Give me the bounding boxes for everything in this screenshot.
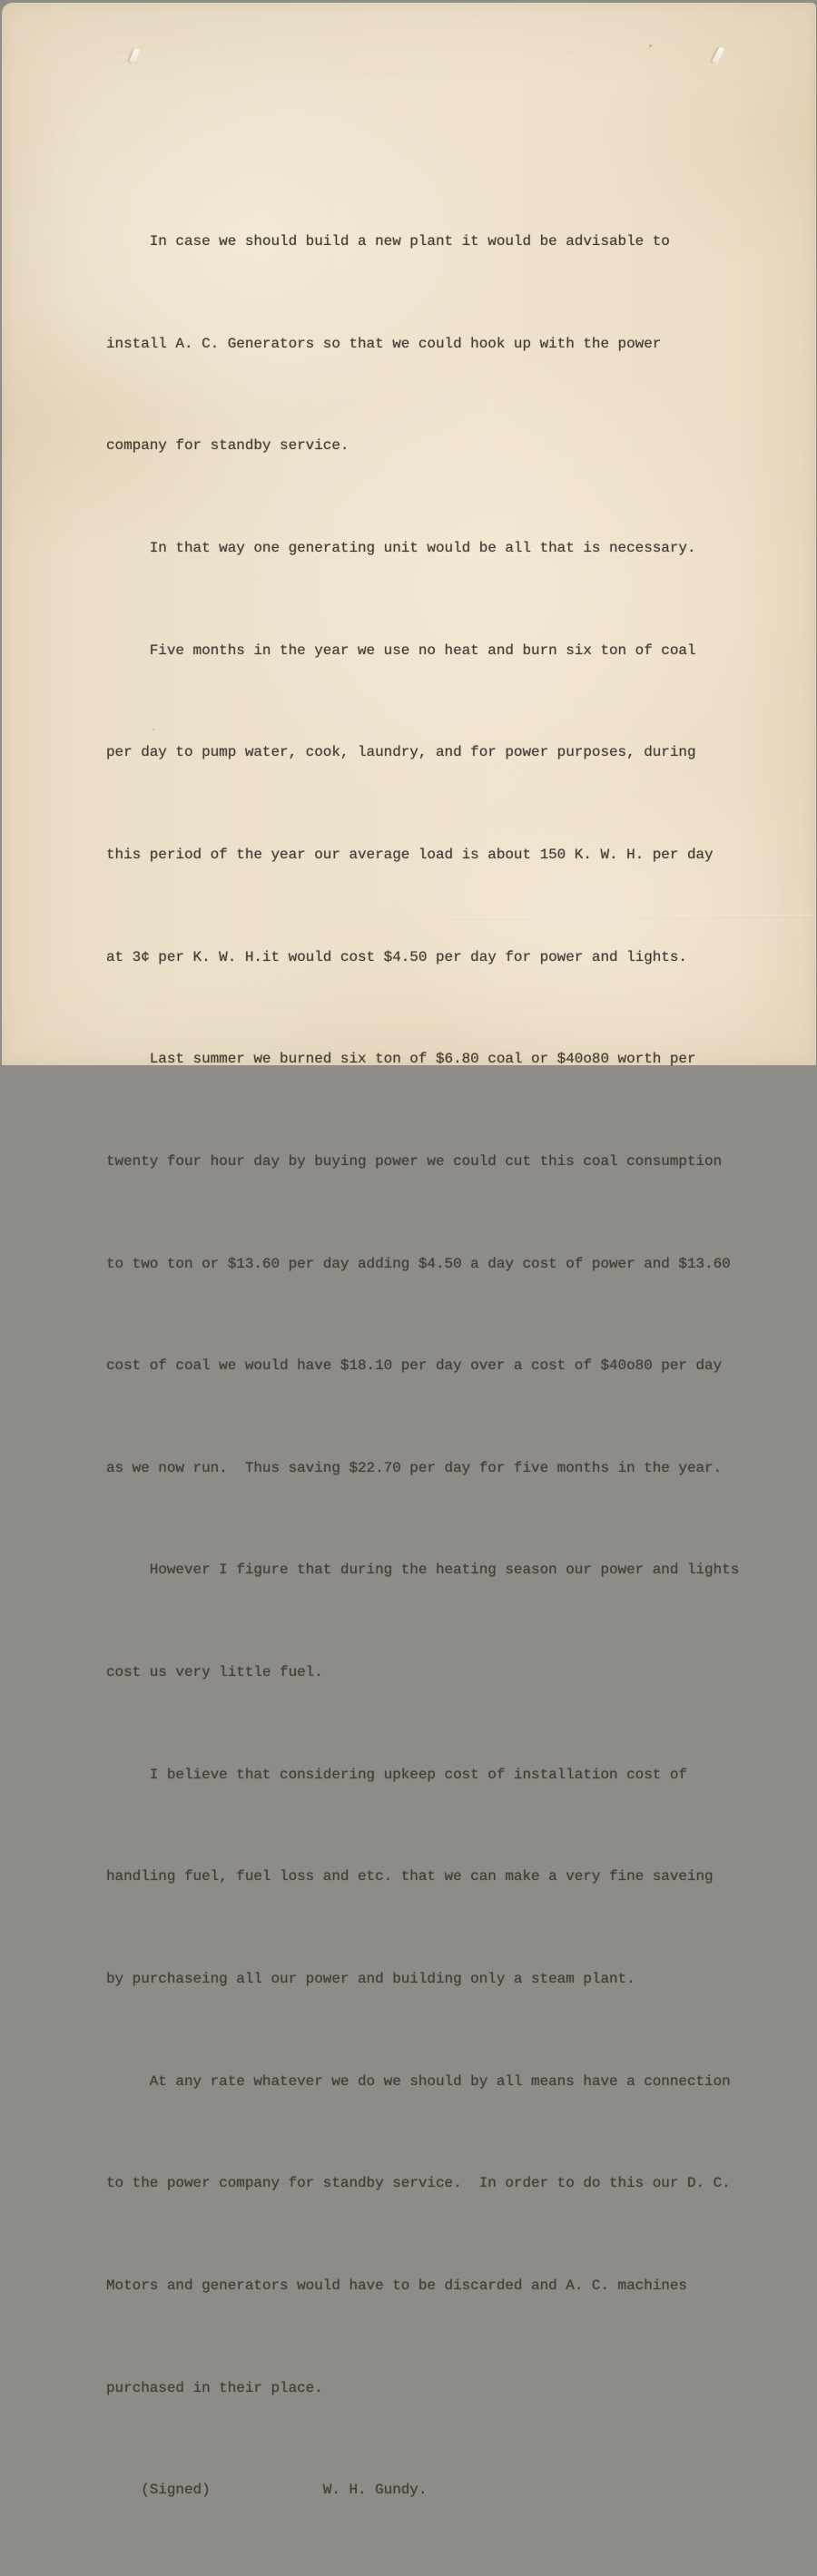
text-line: to two ton or $13.60 per day adding $4.50 a day cost of power and $13.60 bbox=[106, 1255, 731, 1272]
text-line: purchased in their place. bbox=[106, 2379, 323, 2396]
text-line: However I figure that during the heating season our power and lights bbox=[106, 1562, 740, 1579]
staple-mark-right bbox=[712, 47, 723, 64]
text-line: Motors and generators would have to be discarded and A. C. machines bbox=[106, 2277, 687, 2294]
paper-page bbox=[2, 3, 816, 2499]
text-line: company for standby service. bbox=[106, 437, 349, 455]
text-line: Five months in the year we use no heat and burn six ton of coal bbox=[106, 642, 696, 659]
text-line: I believe that considering upkeep cost of installation cost of bbox=[106, 1766, 687, 1783]
text-line: install A. C. Generators so that we could hook up with the power bbox=[106, 335, 662, 352]
signature-line: (Signed) W. H. Gundy. bbox=[106, 2482, 428, 2499]
text-line: at 3¢ per K. W. H.it would cost $4.50 per day for power and lights. bbox=[106, 948, 687, 965]
text-line: In case we should build a new plant it would be advisable to bbox=[106, 233, 670, 250]
text-line: At any rate whatever we do we should by all means have a connection bbox=[106, 2072, 731, 2090]
text-line: In that way one generating unit would be all that is necessary. bbox=[106, 540, 696, 557]
text-line: to the power company for standby service. In order to do this our D. C. bbox=[106, 2175, 731, 2192]
text-line: twenty four hour day by buying power we could cut this coal consumption bbox=[106, 1152, 723, 1170]
staple-mark-left bbox=[129, 49, 138, 64]
text-line: this period of the year our average load is about 150 K. W. H. per day bbox=[106, 846, 714, 863]
text-line: cost us very little fuel. bbox=[106, 1664, 323, 1681]
text-line: per day to pump water, cook, laundry, and for power purposes, during bbox=[106, 744, 696, 761]
text-line: as we now run. Thus saving $22.70 per day for five months in the year. bbox=[106, 1459, 723, 1476]
paper-speck bbox=[649, 44, 652, 47]
letter-body bbox=[106, 157, 778, 2576]
text-line: cost of coal we would have $18.10 per day over a cost of $40o80 per day bbox=[106, 1357, 723, 1375]
text-line: handling fuel, fuel loss and etc. that we can make a very fine saveing bbox=[106, 1868, 714, 1885]
text-line: Last summer we burned six ton of $6.80 coal or $40o80 worth per bbox=[106, 1051, 696, 1068]
text-line: by purchaseing all our power and building only a steam plant. bbox=[106, 1970, 635, 1987]
